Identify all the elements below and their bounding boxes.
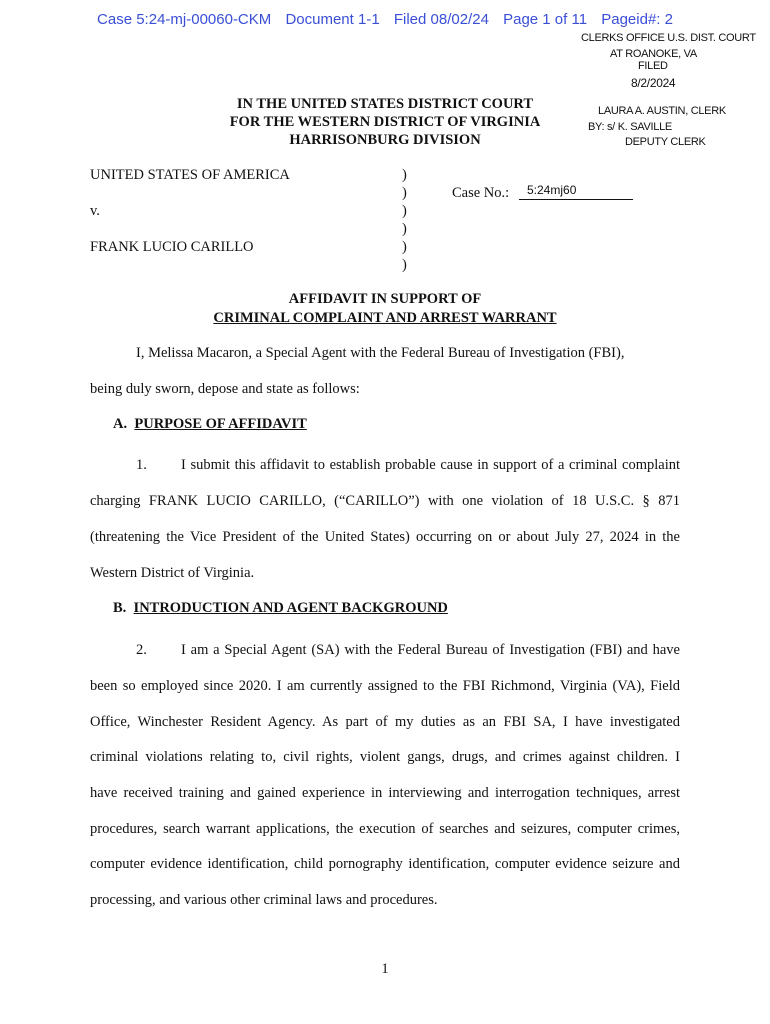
caption-bracket: ) — [402, 257, 407, 273]
paragraph-1-line: charging FRANK LUCIO CARILLO, (“CARILLO”) with one violation of 18 U.S.C. § 871 — [90, 493, 680, 509]
case-number-label: Case No.: — [452, 185, 510, 201]
ecf-header — [0, 11, 770, 28]
section-a-heading — [113, 416, 307, 433]
page-number: 1 — [381, 961, 389, 977]
caption-plaintiff: UNITED STATES OF AMERICA — [90, 167, 290, 183]
court-name-line-2: FOR THE WESTERN DISTRICT OF VIRGINIA — [229, 114, 541, 130]
ecf-pageid: Pageid#: 2 — [601, 11, 673, 28]
caption-versus: v. — [90, 203, 100, 219]
intro-line-2: being duly sworn, depose and state as follows: — [90, 381, 360, 397]
paragraph-1-line: I submit this affidavit to establish probable cause in support of a criminal complaint — [181, 457, 680, 473]
paragraph-2-line: processing, and various other criminal laws and procedures. — [90, 892, 438, 908]
case-number-field-line — [519, 199, 633, 200]
ecf-page-count: Page 1 of 11 — [503, 11, 588, 28]
stamp-clerks-office: CLERKS OFFICE U.S. DIST. COURT — [581, 32, 756, 44]
paragraph-2-line: I am a Special Agent (SA) with the Federal Bureau of Investigation (FBI) and have — [181, 642, 680, 658]
paragraph-2-line: Office, Winchester Resident Agency. As part of my duties as an FBI SA, I have investigated — [90, 714, 680, 730]
caption-bracket: ) — [402, 239, 407, 255]
case-number-value: 5:24mj60 — [527, 183, 577, 197]
stamp-location: AT ROANOKE, VA — [610, 48, 697, 60]
paragraph-number-2: 2. — [136, 642, 147, 658]
caption-bracket: ) — [402, 185, 407, 201]
section-a-title: PURPOSE OF AFFIDAVIT — [134, 416, 307, 432]
paragraph-2-line: procedures, search warrant applications, the execution of searches and seizures, computer crimes, — [90, 821, 680, 837]
stamp-signed-by: BY: s/ K. SAVILLE — [588, 121, 672, 133]
affidavit-title-line-1: AFFIDAVIT IN SUPPORT OF — [288, 291, 482, 307]
paragraph-1-line: (threatening the Vice President of the United States) occurring on or about July 27, 2024 in the — [90, 529, 680, 545]
section-b-letter: B. — [113, 600, 127, 616]
court-division: HARRISONBURG DIVISION — [289, 132, 481, 148]
paragraph-2-line: been so employed since 2020. I am currently assigned to the FBI Richmond, Virginia (VA), Field — [90, 678, 680, 694]
section-b-heading — [113, 600, 448, 617]
ecf-filed-date: Filed 08/02/24 — [393, 11, 489, 28]
paragraph-2-line: criminal violations relating to, civil rights, violent gangs, drugs, and crimes against children. I — [90, 749, 680, 765]
section-a-letter: A. — [113, 416, 128, 432]
intro-line-1: I, Melissa Macaron, a Special Agent with the Federal Bureau of Investigation (FBI), — [136, 345, 625, 361]
stamp-filed: FILED — [638, 60, 668, 72]
affidavit-title-line-2: CRIMINAL COMPLAINT AND ARREST WARRANT — [213, 310, 557, 326]
court-name-line-1: IN THE UNITED STATES DISTRICT COURT — [236, 96, 534, 112]
caption-bracket: ) — [402, 221, 407, 237]
stamp-date: 8/2/2024 — [631, 76, 676, 90]
paragraph-number-1: 1. — [136, 457, 147, 473]
paragraph-1-line: Western District of Virginia. — [90, 565, 255, 581]
ecf-case-number: Case 5:24-mj-00060-CKM — [97, 11, 272, 28]
stamp-deputy-clerk: DEPUTY CLERK — [625, 136, 706, 148]
ecf-document-number: Document 1-1 — [285, 11, 380, 28]
caption-bracket: ) — [402, 203, 407, 219]
caption-bracket: ) — [402, 167, 407, 183]
section-b-title: INTRODUCTION AND AGENT BACKGROUND — [133, 600, 448, 616]
paragraph-2-line: computer evidence identification, child pornography identification, computer evidence seizure and — [90, 856, 680, 872]
caption-defendant: FRANK LUCIO CARILLO — [90, 239, 254, 255]
stamp-clerk-name: LAURA A. AUSTIN, CLERK — [598, 105, 726, 117]
paragraph-2-line: have received training and gained experience in interviewing and interrogation techniques, arrest — [90, 785, 680, 801]
